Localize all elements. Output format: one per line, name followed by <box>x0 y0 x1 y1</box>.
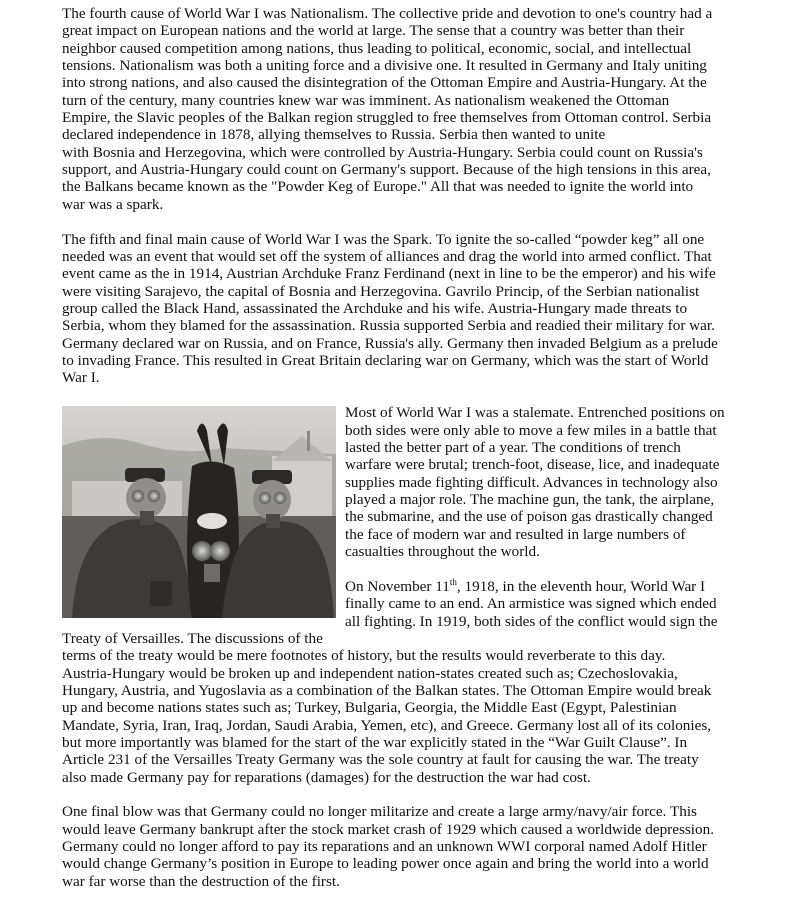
line: Serbia, whom they blamed for the assassination. Russia supported Serbia and readied their military for war. <box>62 317 715 335</box>
paragraph-nationalism <box>62 5 746 213</box>
line: were visiting Sarajevo, the capital of Bosnia and Herzegovina. Gavrilo Princip, of the Serbian nationalist <box>62 282 700 300</box>
line: the submarine, and the use of poison gas drastically changed <box>345 508 713 526</box>
line: with Bosnia and Herzegovina, which were controlled by Austria-Hungary. Serbia could count on Russia's <box>62 143 703 161</box>
line: both sides were only able to move a few miles in a battle that <box>345 421 717 439</box>
line: lasted the better part of a year. The conditions of trench <box>345 438 681 456</box>
line: declared independence in 1878, allying themselves to Russia. Serbia then wanted to unite <box>62 126 606 144</box>
line: casualties throughout the world. <box>345 542 540 560</box>
line: would change Germany’s position in Europe to leading power once again and bring the world into a world <box>62 855 709 873</box>
ordinal-superscript: th <box>449 576 457 587</box>
line: Article 231 of the Versailles Treaty Germany was the sole country at fault for causing the war. The treaty <box>62 751 699 769</box>
line: to invading France. This resulted in Great Britain declaring war on Germany, which was the start of World <box>62 352 709 370</box>
line: Empire, the Slavic peoples of the Balkan region struggled to free themselves from Ottoman control. Serbia <box>62 109 712 127</box>
line: Hungary, Austria, and Yugoslavia as a combination of the Balkan states. The Ottoman Empire would break <box>62 681 712 699</box>
line: Germany declared war on Russia, and on France, Russia's ally. Germany then invaded Belgium as a prelude <box>62 334 718 352</box>
line: group called the Black Hand, assassinated the Archduke and his wife. Austria-Hungary made threats to <box>62 300 688 317</box>
line: Mandate, Syria, Iran, Iraq, Jordan, Saudi Arabia, Yemen, etc), and Greece. Germany lost all of its colonies, <box>62 716 712 734</box>
line: all fighting. In 1919, both sides of the conflict would sign the Treaty of Versailles. The discussions of the <box>62 612 718 647</box>
line: turn of the century, many countries knew war was imminent. As nationalism weakened the Ottoman <box>62 91 670 109</box>
line: Austria-Hungary would be broken up and independent nation-states created such as; Czechoslovakia, <box>62 664 678 682</box>
line: neighbor caused competition among nations, thus leading to political, economic, social, and intellectual <box>62 39 692 57</box>
line: terms of the treaty would be mere footnotes of history, but the results would reverberate to this day. <box>62 647 666 665</box>
line: played a major role. The machine gun, the tank, the airplane, <box>345 490 715 508</box>
line: warfare were brutal; trench-foot, disease, lice, and inadequate <box>345 456 720 474</box>
line: up and become nations states such as; Turkey, Bulgaria, Georgia, the Middle East (Egypt, Palestinian <box>62 699 677 717</box>
line: finally came to an end. An armistice was signed which ended <box>345 595 717 613</box>
line: the Balkans became known as the "Powder Keg of Europe." All that was needed to ignite the world into <box>62 178 694 196</box>
gas-mask-photo <box>62 406 336 618</box>
line: War I. <box>62 369 100 387</box>
line: but more importantly was blamed for the start of the war explicitly stated in the “War Guilt Clause”. In <box>62 733 688 751</box>
line: The fourth cause of World War I was Nationalism. The collective pride and devotion to one's country had a <box>62 5 713 22</box>
lead-text: On November 11 <box>345 577 450 595</box>
line: the face of modern war and resulted in large numbers of <box>345 525 686 543</box>
line: event came as the in 1914, Austrian Archduke Franz Ferdinand (next in line to be the emperor) and his wife <box>62 265 716 283</box>
line: tensions. Nationalism was both a uniting force and a divisive one. It resulted in Germany and Italy uniting <box>62 57 707 75</box>
document-page <box>62 5 746 908</box>
line: war far worse than the destruction of the first. <box>62 872 340 890</box>
line: also made Germany pay for reparations (damages) for the destruction the war had cost. <box>62 768 591 786</box>
line: would leave Germany bankrupt after the stock market crash of 1929 which caused a worldwide depression. <box>62 820 715 838</box>
paragraph-final-blow <box>62 803 746 890</box>
paragraph-spark <box>62 231 746 387</box>
line: One final blow was that Germany could no longer militarize and create a large army/navy/air force. This <box>62 803 697 821</box>
line: The fifth and final main cause of World War I was the Spark. To ignite the so-called “powder keg” all one <box>62 230 705 248</box>
line: into strong nations, and also caused the disintegration of the Ottoman Empire and Austria-Hungary. At the <box>62 74 707 92</box>
line: support, and Austria-Hungary could count on Germany's support. Because of the high tensions in this area, <box>62 161 711 179</box>
line: Most of World War I was a stalemate. Entrenched positions on <box>345 404 725 422</box>
line: great impact on European nations and the world at large. The sense that a country was better than their <box>62 22 685 40</box>
lead-text-continued: , 1918, in the eleventh hour, World War I <box>456 577 706 595</box>
line: Germany could no longer afford to pay its reparations and an unknown WWI corporal named Adolf Hitler <box>62 838 707 856</box>
line: supplies made fighting difficult. Advances in technology also <box>345 473 718 491</box>
photo-image-icon <box>62 406 336 618</box>
line: war was a spark. <box>62 195 164 213</box>
line: needed was an event that would set off the system of alliances and drag the world into armed conflict. That <box>62 247 712 265</box>
